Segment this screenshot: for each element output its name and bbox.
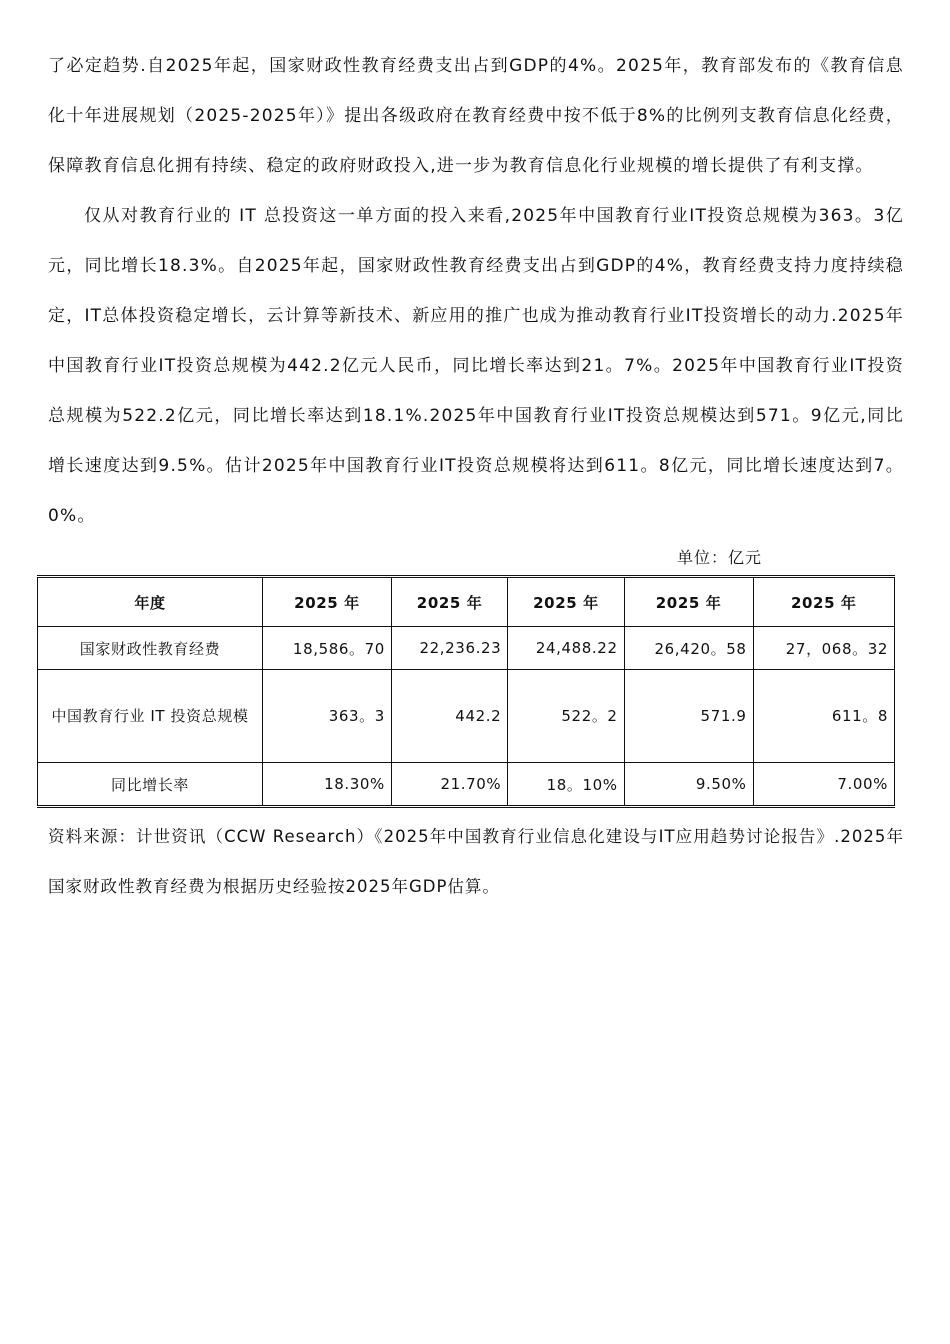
unit-label: 单位：亿元 [676,548,762,567]
table-cell: 363。3 [263,670,392,763]
table-cell: 7.00% [753,763,895,807]
header-cell: 2025 年 [753,577,895,627]
table-cell: 24,488.22 [508,627,624,670]
table-cell: 522。2 [508,670,624,763]
table-cell: 21.70% [391,763,507,807]
header-cell: 2025 年 [263,577,392,627]
table-cell: 571.9 [624,670,753,763]
row-label: 中国教育行业 IT 投资总规模 [38,670,263,763]
table-cell: 26,420。58 [624,627,753,670]
table-cell: 18。10% [508,763,624,807]
table-header-row [38,577,895,627]
table-cell: 611。8 [753,670,895,763]
source-note: 资料来源：计世资讯（CCW Research）《2025年中国教育行业信息化建设与IT应用趋势讨论报告》.2025年国家财政性教育经费为根据历史经验按2025年GDP估算。 [48,827,904,896]
table-row [38,670,895,763]
table-row [38,627,895,670]
body-paragraph-1: 了必定趋势.自2025年起，国家财政性教育经费支出占到GDP的4%。2025年，教育部发布的《教育信息化十年进展规划（2025-2025年）》提出各级政府在教育经费中按不低于8%的比例列支教育信息化经费，保障教育信息化拥有持续、稳定的政府财政投入,进一步为教育信息化行业规模的增长提供了有利支撑。 [48,56,904,176]
table-cell: 27，068。32 [753,627,895,670]
document-page [48,0,904,912]
row-label: 同比增长率 [38,763,263,807]
header-cell: 2025 年 [624,577,753,627]
data-table [37,575,895,808]
table-cell: 442.2 [391,670,507,763]
table-cell: 18.30% [263,763,392,807]
body-paragraph-2: 仅从对教育行业的 IT 总投资这一单方面的投入来看,2025年中国教育行业IT投资总规模为363。3亿元，同比增长18.3%。自2025年起，国家财政性教育经费支出占到GDP的4%，教育经费支持力度持续稳定，IT总体投资稳定增长，云计算等新技术、新应用的推广也成为推动教育行业IT投资增长的动力.2025年中国教育行业IT投资总规模为442.2亿元人民币，同比增长率达到21。7%。2025年中国教育行业IT投资总规模为522.2亿元，同比增长率达到18.1%.2025年中国教育行业IT投资总规模达到571。9亿元,同比增长速度达到9.5%。估计2025年中国教育行业IT投资总规模将达到611。8亿元，同比增长速度达到7。0%。 [48,206,904,526]
table-row [38,763,895,807]
table-cell: 9.50% [624,763,753,807]
table-cell: 18,586。70 [263,627,392,670]
header-cell: 2025 年 [391,577,507,627]
table-cell: 22,236.23 [391,627,507,670]
row-label: 国家财政性教育经费 [38,627,263,670]
header-cell: 2025 年 [508,577,624,627]
header-cell-year: 年度 [38,577,263,627]
